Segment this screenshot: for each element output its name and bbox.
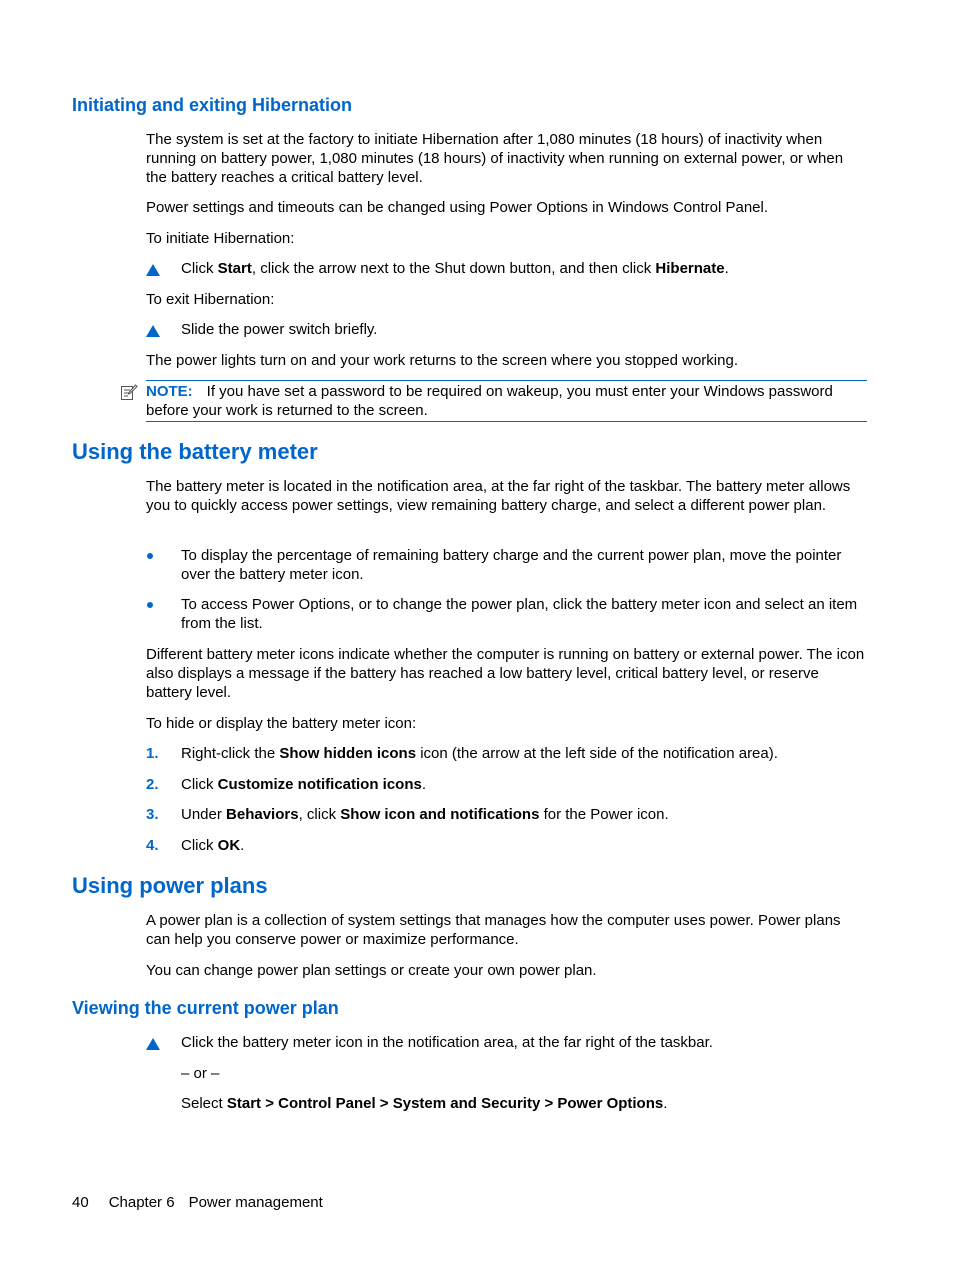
paragraph: Power settings and timeouts can be changed using Power Options in Windows Control Panel. bbox=[146, 199, 769, 216]
numbered-step: Under Behaviors, click Show icon and notifications for the Power icon. bbox=[181, 806, 669, 823]
section-heading-current-plan: Viewing the current power plan bbox=[72, 998, 339, 1018]
bullet-dot-icon bbox=[147, 553, 153, 559]
note-text: If you have set a password to be required on wakeup, you must enter your Windows password before your work is returned to the screen. bbox=[146, 383, 833, 419]
step-number: 3. bbox=[146, 806, 159, 823]
triangle-icon bbox=[146, 1038, 160, 1050]
numbered-step: Right-click the Show hidden icons icon (the arrow at the left side of the notification area). bbox=[181, 745, 778, 762]
page-footer bbox=[72, 1193, 323, 1212]
page-number: 40 bbox=[72, 1194, 89, 1211]
step-number: 4. bbox=[146, 837, 159, 854]
paragraph: To exit Hibernation: bbox=[146, 291, 275, 308]
chapter-title: Power management bbox=[188, 1194, 323, 1211]
paragraph: A power plan is a collection of system settings that manages how the computer uses power. Power plans can help you conserve power or maximize performance. bbox=[146, 912, 841, 948]
step-exit-hibernation: Slide the power switch briefly. bbox=[181, 321, 378, 338]
paragraph: To initiate Hibernation: bbox=[146, 230, 295, 247]
step-number: 1. bbox=[146, 745, 159, 762]
section-heading-power-plans: Using power plans bbox=[72, 873, 268, 898]
bullet-dot-icon bbox=[147, 602, 153, 608]
note-pencil-icon bbox=[120, 384, 138, 402]
paragraph: Different battery meter icons indicate whether the computer is running on battery or external power. The icon also displays a message if the battery has reached a low battery level, critical battery level, or reserve battery level. bbox=[146, 646, 865, 701]
or-separator: – or – bbox=[181, 1065, 220, 1082]
paragraph: The system is set at the factory to initiate Hibernation after 1,080 minutes (18 hours) of inactivity when running on battery power, 1,080 minutes (18 hours) of inactivity when running on external power, or when the battery reaches a critical battery level. bbox=[146, 131, 844, 186]
bullet-item: To access Power Options, or to change the power plan, click the battery meter icon and select an item from the list. bbox=[181, 596, 858, 632]
paragraph: The power lights turn on and your work returns to the screen where you stopped working. bbox=[146, 352, 738, 369]
select-path: Select Start > Control Panel > System and Security > Power Options. bbox=[181, 1095, 668, 1112]
step-number: 2. bbox=[146, 776, 159, 793]
note-content bbox=[146, 382, 870, 420]
section-heading-hibernation: Initiating and exiting Hibernation bbox=[72, 95, 353, 115]
step-initiate-hibernation: Click Start, click the arrow next to the Shut down button, and then click Hibernate. bbox=[181, 260, 729, 277]
triangle-icon bbox=[146, 325, 160, 337]
numbered-step: Click Customize notification icons. bbox=[181, 776, 427, 793]
paragraph: You can change power plan settings or create your own power plan. bbox=[146, 962, 597, 979]
bullet-item: To display the percentage of remaining battery charge and the current power plan, move the pointer over the battery meter icon. bbox=[181, 547, 842, 583]
chapter-label: Chapter 6 bbox=[108, 1194, 175, 1211]
section-heading-battery-meter: Using the battery meter bbox=[72, 439, 318, 464]
paragraph: To hide or display the battery meter icon: bbox=[146, 715, 417, 732]
paragraph: The battery meter is located in the notification area, at the far right of the taskbar. The battery meter allows you to quickly access power settings, view remaining battery charge, and select a different power plan. bbox=[146, 478, 851, 514]
numbered-step: Click OK. bbox=[181, 837, 245, 854]
step-view-plan: Click the battery meter icon in the notification area, at the far right of the taskbar. bbox=[181, 1034, 713, 1051]
triangle-icon bbox=[146, 264, 160, 276]
note-label: NOTE: bbox=[146, 383, 193, 400]
